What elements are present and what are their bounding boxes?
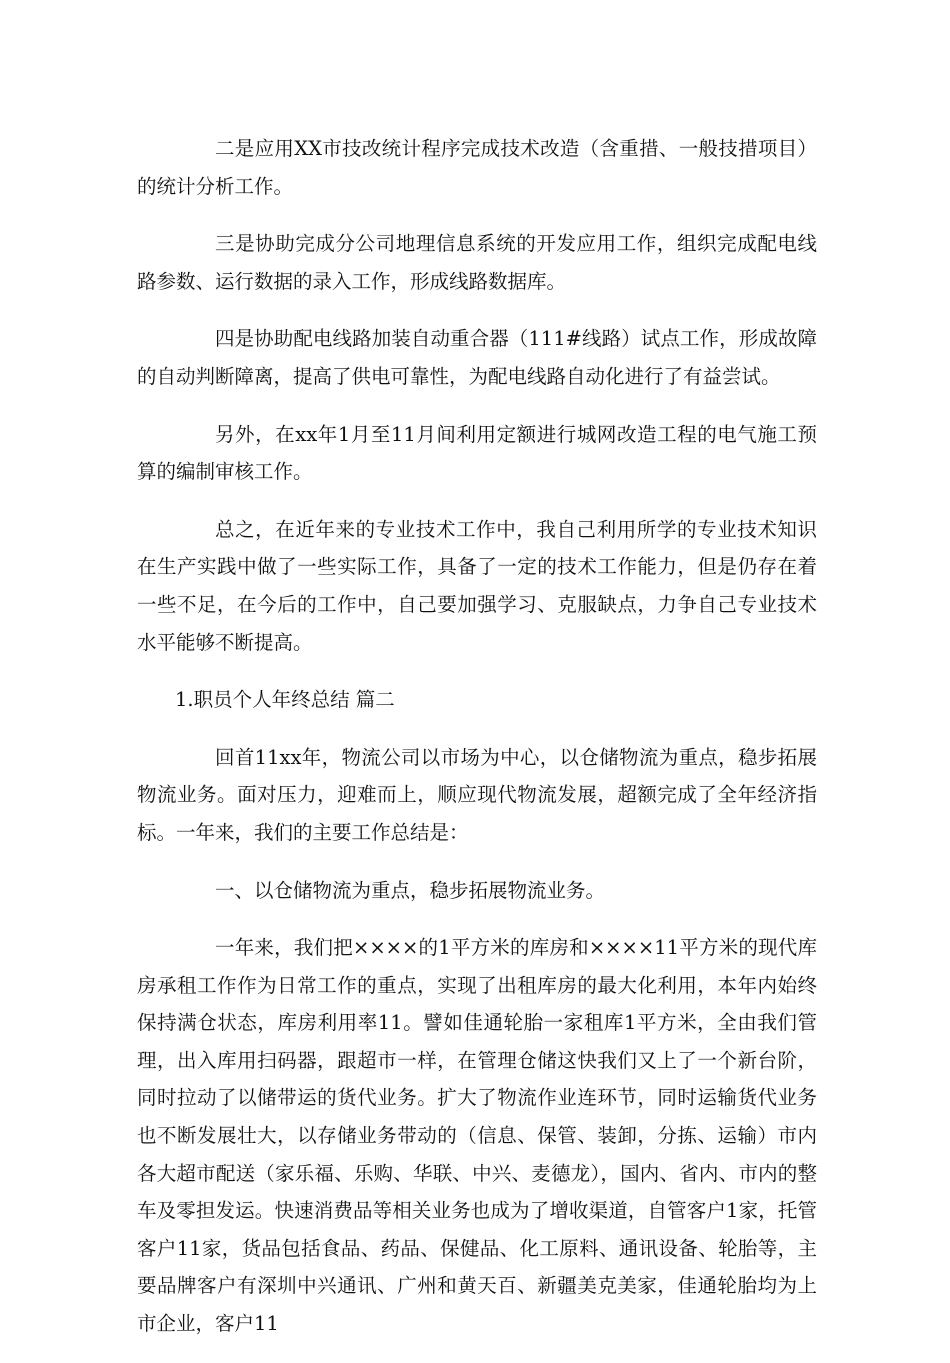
paragraph-review: 回首11xx年，物流公司以市场为中心，以仓储物流为重点，稳步拓展物流业务。面对压力，迎难而上，顺应现代物流发展，超额完成了全年经济指标。一年来，我们的主要工作总结是： [137,745,817,844]
paragraph-tech-stats: 二是应用XX市技改统计程序完成技术改造（含重措、一般技措项目）的统计分析工作。 [137,137,817,198]
paragraph-budget: 另外，在xx年1月至11月间利用定额进行城网改造工程的电气施工预算的编制审核工作。 [137,422,817,484]
paragraph-warehouse: 一年来，我们把××××的1平方米的库房和××××11平方米的现代库房承租工作作为日常工作的重点，实现了出租库房的最大化利用，本年内始终保持满仓状态，库房利用率11。譬如佳通轮胎一家租库1平方米，全由我们管理，出入库用扫码器，跟超市一样，在管理仓储这快我们又上了一个新台阶，同时拉动了以储带运的货代业务。扩大了物流作业连环节，同时运输货代业务也不断发展壮大，以存储业务带动的（信息、保管、装卸，分拣、运输）市内各大超市配送（家乐福、乐购、华联、中兴、麦德龙），国内、省内、市内的整车及零担发运。快速消费品等相关业务也成为了增收渠道，自管客户1家，托管客户11家，货品包括食品、药品、保健品、化工原料、通讯设备、轮胎等，主要品牌客户有深圳中兴通讯、广州和黄天百、新疆美克美家，佳通轮胎均为上市企业，客户11 [137,936,817,1336]
paragraph-summary: 总之，在近年来的专业技术工作中，我自己利用所学的专业技术知识在生产实践中做了一些实际工作，具备了一定的技术工作能力，但是仍存在着一些不足，在今后的工作中，自己要加强学习、克服缺点，力争自己专业技术水平能够不断提高。 [137,517,817,654]
paragraph-recloser: 四是协助配电线路加装自动重合器（111#线路）试点工作，形成故障的自动判断障离，提高了供电可靠性，为配电线路自动化进行了有益尝试。 [137,327,817,388]
paragraph-point-one: 一、以仓储物流为重点，稳步拓展物流业务。 [215,878,606,902]
document-body [137,130,817,1363]
paragraph-gis: 三是协助完成分公司地理信息系统的开发应用工作，组织完成配电线路参数、运行数据的录入工作，形成线路数据库。 [137,232,817,293]
section-heading: 1.职员个人年终总结 篇二 [175,688,395,712]
